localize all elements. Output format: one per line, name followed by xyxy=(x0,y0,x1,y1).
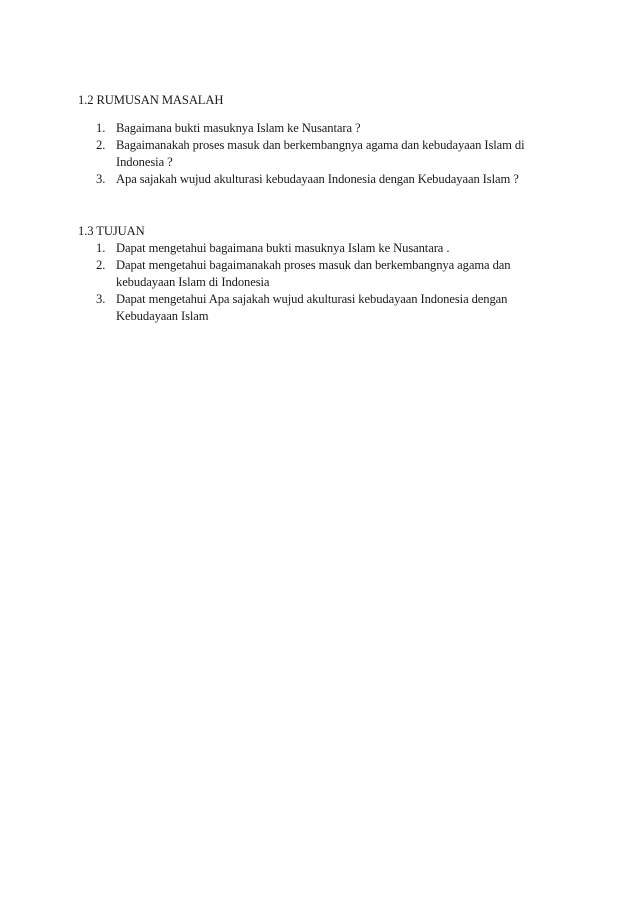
rumusan-masalah-heading: 1.2 RUMUSAN MASALAH xyxy=(78,93,224,107)
list-item-text: Bagaimana bukti masuknya Islam ke Nusantara ? xyxy=(116,121,361,135)
list-item-number: 2. xyxy=(96,138,106,152)
list-item-text: Dapat mengetahui bagaimana bukti masuknya Islam ke Nusantara . xyxy=(116,241,450,255)
list-item-number: 1. xyxy=(96,121,106,135)
list-item-number: 3. xyxy=(96,172,106,186)
list-item xyxy=(78,257,558,291)
tujuan-section xyxy=(78,223,558,325)
list-item-text: Dapat mengetahui Apa sajakah wujud akulturasi kebudayaan Indonesia dengan Kebudayaan Islam xyxy=(116,292,508,323)
list-item-text: Bagaimanakah proses masuk dan berkembangnya agama dan kebudayaan Islam di Indonesia ? xyxy=(116,138,525,169)
list-item xyxy=(78,240,558,257)
list-item-number: 3. xyxy=(96,292,106,306)
tujuan-heading: 1.3 TUJUAN xyxy=(78,224,145,238)
list-item xyxy=(78,120,558,137)
list-item-text: Dapat mengetahui bagaimanakah proses masuk dan berkembangnya agama dan kebudayaan Islam di Indonesia xyxy=(116,258,511,289)
rumusan-masalah-list xyxy=(78,120,558,188)
list-item-number: 1. xyxy=(96,241,106,255)
list-item xyxy=(78,291,558,325)
list-item xyxy=(78,171,558,188)
rumusan-masalah-section xyxy=(78,92,558,188)
list-item-text: Apa sajakah wujud akulturasi kebudayaan Indonesia dengan Kebudayaan Islam ? xyxy=(116,172,519,186)
tujuan-list xyxy=(78,240,558,325)
list-item-number: 2. xyxy=(96,258,106,272)
list-item xyxy=(78,137,558,171)
